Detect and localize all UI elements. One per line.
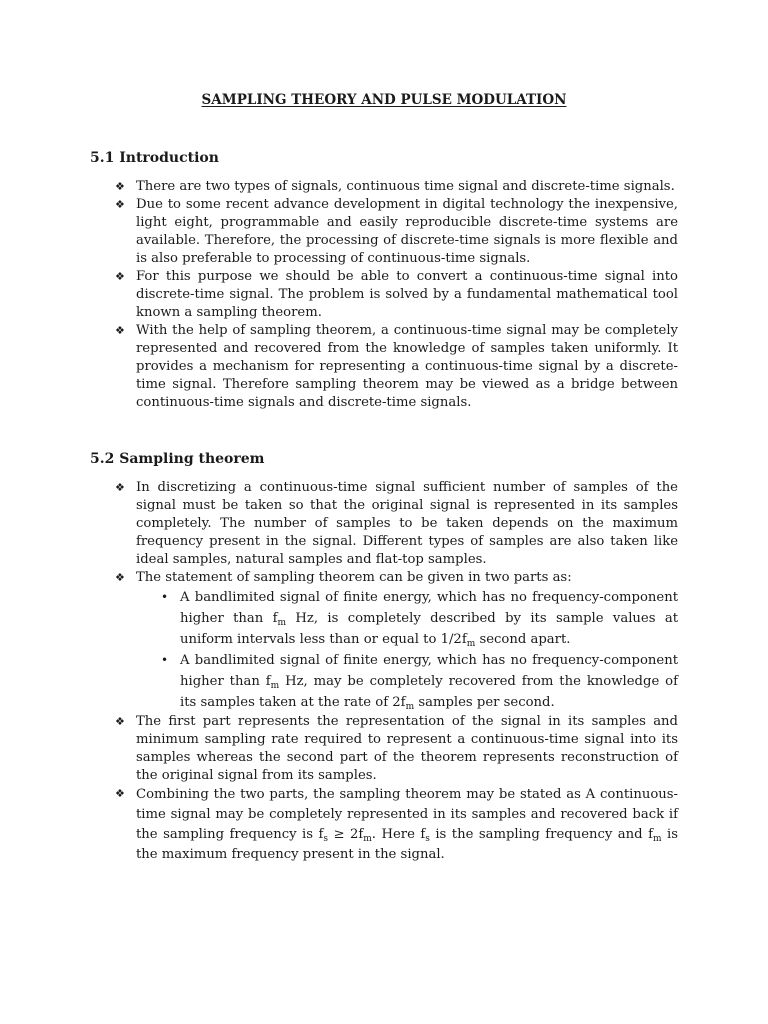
diamond-bullet-icon: ❖ [115,180,125,193]
sampling-theorem-list [115,479,678,865]
list-item: ❖ Combining the two parts, the sampling theorem may be stated as A continuous-time signal may be completely represented in its samples and recovered back if the sampling frequency is $f_s \ge 2f_m$. Here $f_s$ is the sampling frequency and $f_m$ is the maximum frequency present in the signal. [115,787,678,862]
list-item [115,268,678,322]
item-text: The statement of sampling theorem can be given in two parts as: [136,570,572,585]
list-item [115,479,678,569]
item-text: For this purpose we should be able to convert a continuous-time signal into discrete-time signal. The problem is solved by a fundamental mathematical tool known a sampling theorem. [136,269,678,320]
item-text: In discretizing a continuous-time signal sufficient number of samples of the signal must be taken so that the original signal is represented in its samples completely. The number of samples to be taken depends on the maximum frequency present in the signal. Different types of samples are also taken like ideal samples, natural samples and flat-top samples. [136,480,678,567]
list-item [115,196,678,268]
diamond-bullet-icon: ❖ [115,715,125,728]
dot-bullet-icon: • [161,590,169,604]
item-text: There are two types of signals, continuous time signal and discrete-time signals. [136,179,675,194]
document-title: SAMPLING THEORY AND PULSE MODULATION [201,92,567,108]
dot-bullet-icon: • [161,653,169,667]
item-text: With the help of sampling theorem, a continuous-time signal may be completely represented and recovered from the knowledge of samples taken uniformly. It provides a mechanism for representing a continuous-time signal by a discrete-time signal. Therefore sampling theorem may be viewed as a bridge between continuous-time signals and discrete-time signals. [136,323,678,410]
list-item [115,322,678,412]
diamond-bullet-icon: ❖ [115,481,125,494]
diamond-bullet-icon: ❖ [115,198,125,211]
section-heading-sampling-theorem: 5.2 Sampling theorem [90,451,265,467]
item-text: The first part represents the representation of the signal in its samples and minimum sampling rate required to represent a continuous-time signal into its samples whereas the second part of the theorem represents reconstruction of the original signal from its samples. [136,714,678,783]
introduction-list [115,178,678,412]
list-item [115,569,678,713]
sub-list-item: • A bandlimited signal of finite energy, which has no frequency-component higher than $f_m$ Hz, may be completely recovered from the knowledge of its samples taken at the rate of $2f_m$ samples per second. [159,650,678,713]
diamond-bullet-icon: ❖ [115,787,125,800]
item-text: Due to some recent advance development in digital technology the inexpensive, light eight, programmable and easily reproducible discrete-time systems are available. Therefore, the processing of discrete-time signals is more flexible and is also preferable to processing of continuous-time signals. [136,197,678,266]
list-item [115,178,678,196]
theorem-parts-list [136,587,678,713]
section-heading-introduction: 5.1 Introduction [90,150,219,166]
diamond-bullet-icon: ❖ [115,571,125,584]
diamond-bullet-icon: ❖ [115,270,125,283]
sub-list-item: • A bandlimited signal of finite energy, which has no frequency-component higher than $f_m$ Hz, is completely described by its sample values at uniform intervals less than or equal to $1/2f_m$ second apart. [159,587,678,650]
list-item [115,713,678,785]
diamond-bullet-icon: ❖ [115,324,125,337]
